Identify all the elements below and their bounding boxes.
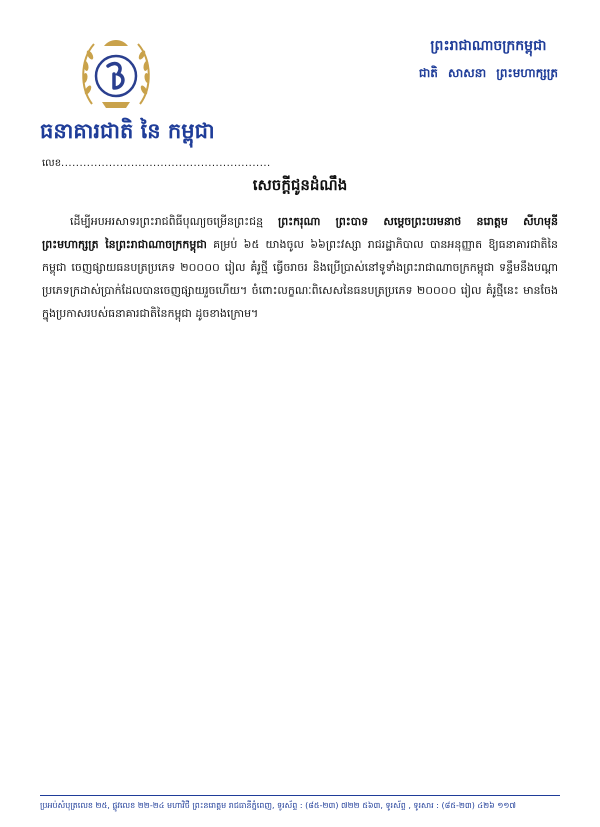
document-body: [42, 210, 558, 325]
body-text-royal-title: ព្រះករុណា ព្រះបាទ សម្តេចព្រះបរមនាថ នរោត្តម សីហមុនី ព្រះមហាក្សត្រ នៃព្រះរាជាណាចក្រកម្ពុជា: [42, 215, 558, 251]
document-title: សេចក្តីជូនដំណឹង: [252, 176, 348, 194]
body-text-main: គម្រប់ ៦៥ យាងចូល ៦៦ព្រះវស្សា រាជរដ្ឋាភិបាល បានអនុញ្ញាត ឱ្យធនាគារជាតិនៃកម្ពុជា ចេញផ្សាយធនបត្រប្រភេទ ២០០០០ រៀល គំរូថ្មី ធ្វើចរាចរ និងប្រើប្រាស់នៅទូទាំងព្រះរាជាណាចក្រកម្ពុជា ទន្ទឹមនឹងបណ្តាប្រភេទក្រដាស់ប្រាក់ដែលបានចេញផ្សាយរួចហើយ។ ចំពោះលក្ខណៈពិសេសនៃធនបត្រប្រភេទ ២០០០០ រៀល គំរូថ្មីនេះ មានចែងក្នុងប្រកាសរបស់ធនាគារជាតិនៃកម្ពុជា ដូចខាងក្រោម។: [42, 238, 559, 320]
reference-label: លេខ: [42, 158, 62, 169]
national-bank-emblem-icon: [78, 30, 154, 114]
kingdom-motto: ជាតិ សាសនា ព្រះមហាក្សត្រ: [418, 66, 558, 80]
body-text-intro: ដើម្បីអបអរសាទរព្រះរាជពិធីបុណ្យចម្រើនព្រះជន្ម: [70, 215, 278, 228]
reference-number: [42, 156, 271, 171]
kingdom-title: ព្រះរាជាណាចក្រកម្ពុជា: [430, 38, 547, 54]
footer-address: ប្រអប់សំបុត្រលេខ ២៥, ផ្លូវលេខ ២២-២៤ មហាវិថី ព្រះនរោត្តម រាជធានីភ្នំពេញ, ទូរស័ព្ទ : (៨៥-២៣) ៧២២ ៥៦៣, ទូរស័ព្ទ , ទូរសារ : (៨៥-២៣) ៤២៦ ១១៧: [40, 801, 516, 810]
reference-dots: .........................................................: [61, 158, 271, 169]
kingdom-header: [419, 36, 558, 83]
bank-name: ធនាគារជាតិ នៃ កម្ពុជា: [40, 119, 215, 143]
footer: [40, 795, 560, 812]
